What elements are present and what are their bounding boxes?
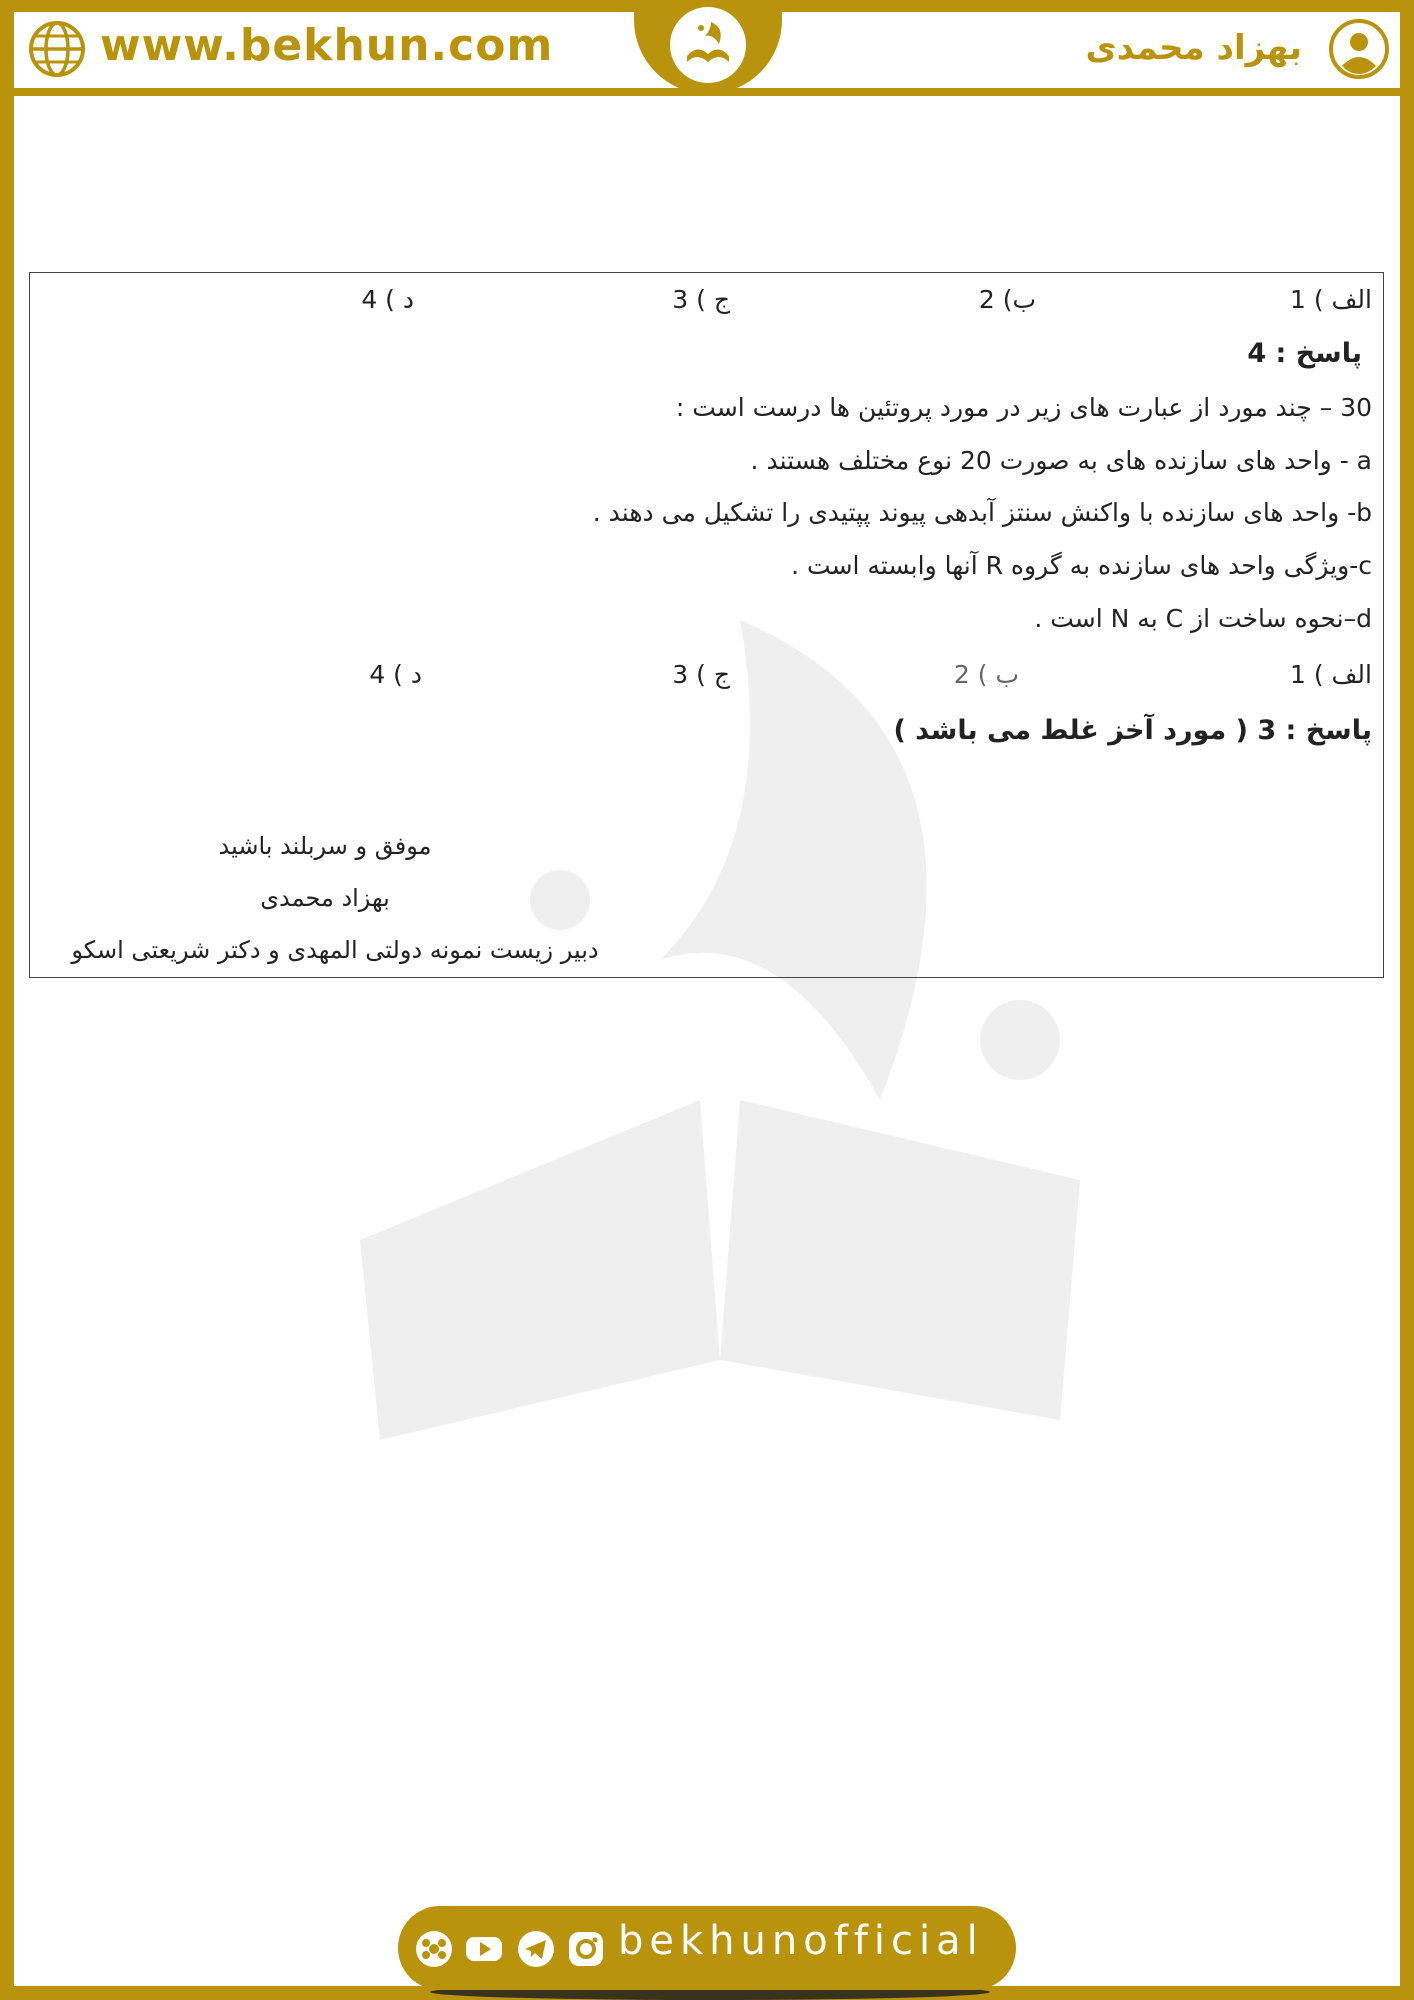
q30-statement-a: a - واحد های سازنده های به صورت 20 نوع مختلف هستند . <box>750 446 1372 475</box>
q30-stem: 30 – چند مورد از عبارت های زیر در مورد پروتئین ها درست است : <box>675 393 1372 422</box>
q29-option-b[interactable]: ب) 2 <box>978 285 1036 314</box>
youtube-icon[interactable] <box>464 1929 504 1969</box>
q30-statement-c: c-ویژگی واحد های سازنده به گروه R آنها وابسته است . <box>791 551 1372 580</box>
author-name: بهزاد محمدی <box>1085 28 1302 68</box>
q30-option-c[interactable]: ج ) 3 <box>672 660 730 689</box>
signature-title: دبیر زیست نمونه دولتی المهدی و دکتر شریعتی اسکو <box>71 936 599 964</box>
bekhun-logo-icon[interactable] <box>667 4 749 86</box>
q30-statement-b: b- واحد های سازنده با واکنش سنتز آبدهی پیوند پپتیدی را تشکیل می دهند . <box>592 498 1372 527</box>
q30-statement-d: d–نحوه ساخت از C به N است . <box>1034 604 1372 633</box>
site-url-link[interactable]: www.bekhun.com <box>100 20 554 71</box>
telegram-icon[interactable] <box>516 1929 556 1969</box>
q30-option-a[interactable]: الف ) 1 <box>1290 660 1372 689</box>
q30-answer: پاسخ : 3 ( مورد آخز غلط می باشد ) <box>893 715 1372 746</box>
q29-option-c[interactable]: ج ) 3 <box>672 285 730 314</box>
globe-icon[interactable] <box>28 20 86 78</box>
signature-name: بهزاد محمدی <box>260 884 390 912</box>
social-handle[interactable]: bekhunofficial <box>618 1918 984 1964</box>
user-icon[interactable] <box>1328 18 1390 80</box>
q30-option-d[interactable]: د ) 4 <box>369 660 422 689</box>
signature-wish: موفق و سربلند باشید <box>218 832 432 860</box>
q29-option-d[interactable]: د ) 4 <box>361 285 414 314</box>
instagram-icon[interactable] <box>566 1929 606 1969</box>
q29-option-a[interactable]: الف ) 1 <box>1290 285 1372 314</box>
aparat-icon[interactable] <box>414 1929 454 1969</box>
q30-option-b[interactable]: ب ) 2 <box>953 660 1019 689</box>
q29-answer: پاسخ : 4 <box>1247 338 1362 369</box>
